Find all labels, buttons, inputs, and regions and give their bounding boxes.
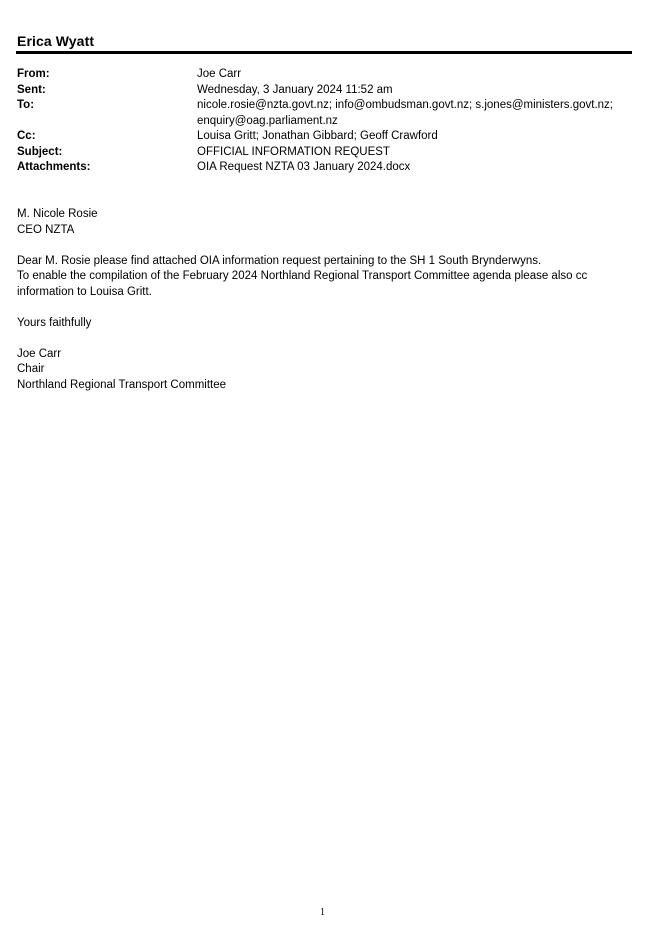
header-divider [16, 51, 632, 54]
to-label: To: [17, 99, 35, 111]
email-body [17, 207, 617, 393]
attachments-value: OIA Request NZTA 03 January 2024.docx [197, 161, 411, 173]
paragraph-line-2: To enable the compilation of the February 2024 Northland Regional Transport Committee agenda please also cc [17, 270, 588, 282]
to-value-line1: nicole.rosie@nzta.govt.nz; info@ombudsman.govt.nz; s.jones@ministers.govt.nz; [197, 99, 613, 111]
signature-name: Joe Carr [17, 347, 62, 360]
to-value [197, 98, 617, 129]
recipient-name: M. Nicole Rosie [17, 208, 98, 220]
recipient-title: CEO NZTA [17, 223, 75, 236]
cc-row [17, 129, 617, 145]
page-number: 1 [320, 907, 325, 918]
sent-label: Sent: [17, 83, 46, 96]
subject-row [17, 145, 617, 161]
from-value: Joe Carr [197, 68, 242, 80]
spacer [17, 238, 617, 254]
sent-row [17, 83, 617, 99]
from-row [17, 67, 617, 83]
email-header [17, 67, 617, 176]
signature-org: Northland Regional Transport Committee [17, 378, 227, 391]
paragraph-line-1: Dear M. Rosie please find attached OIA information request pertaining to the SH 1 South Brynderwyns. [17, 254, 542, 267]
cc-value: Louisa Gritt; Jonathan Gibbard; Geoff Crawford [197, 130, 438, 142]
sent-value: Wednesday, 3 January 2024 11:52 am [197, 83, 393, 96]
to-row [17, 98, 617, 129]
spacer [17, 331, 617, 347]
paragraph-line-3: information to Louisa Gritt. [17, 285, 152, 298]
mailbox-owner-name: Erica Wyatt [17, 33, 95, 49]
spacer [17, 300, 617, 316]
subject-label: Subject: [17, 145, 63, 158]
subject-value: OFFICIAL INFORMATION REQUEST [197, 145, 390, 158]
from-label: From: [17, 68, 50, 80]
to-value-line2: enquiry@oag.parliament.nz [197, 114, 338, 127]
attachments-label: Attachments: [17, 161, 91, 173]
cc-label: Cc: [17, 130, 36, 142]
signature-role: Chair [17, 363, 45, 375]
closing: Yours faithfully [17, 316, 92, 329]
attachments-row [17, 160, 617, 176]
